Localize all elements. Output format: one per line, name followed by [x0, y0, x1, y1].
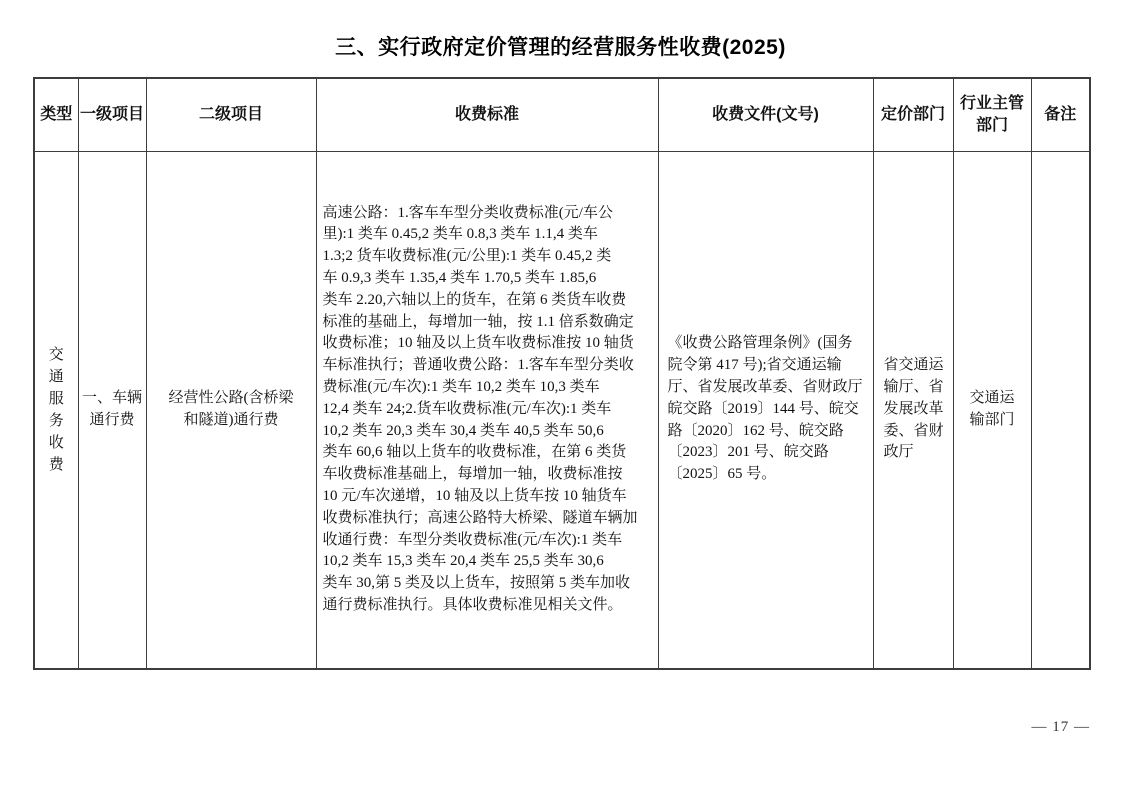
header-level1-item: 一级项目 [78, 78, 146, 151]
cell-industry-department: 交通运 输部门 [953, 151, 1031, 669]
fees-table [33, 77, 1091, 670]
header-fee-standard: 收费标准 [316, 78, 658, 151]
cell-fee-documents: 《收费公路管理条例》(国务 院令第 417 号);省交通运输 厅、省发展改革委、省财政厅 皖交路〔2019〕144 号、皖交 路〔2020〕162 号、皖交路 〔2023〕201 号、皖交路 〔2025〕65 号。 [658, 151, 873, 669]
header-industry-department: 行业主管 部门 [953, 78, 1031, 151]
header-type: 类型 [34, 78, 78, 151]
cell-level2-item: 经营性公路(含桥梁 和隧道)通行费 [146, 151, 316, 669]
header-fee-documents: 收费文件(文号) [658, 78, 873, 151]
table-header-row [34, 78, 1090, 151]
cell-type [34, 151, 78, 669]
cell-remark [1031, 151, 1090, 669]
header-remark: 备注 [1031, 78, 1090, 151]
cell-level1-item: 一、车辆 通行费 [78, 151, 146, 669]
header-pricing-department: 定价部门 [873, 78, 953, 151]
header-level2-item: 二级项目 [146, 78, 316, 151]
page-title: 三、实行政府定价管理的经营服务性收费(2025) [335, 36, 786, 59]
page-number: — 17 — [1031, 719, 1090, 735]
type-vertical-text: 交通服务收费 [48, 346, 64, 473]
cell-pricing-department: 省交通运 输厅、省 发展改革 委、省财 政厅 [873, 151, 953, 669]
cell-fee-standard: 高速公路：1.客车车型分类收费标准(元/车公 里):1 类车 0.45,2 类车 0.8,3 类车 1.1,4 类车 1.3;2 货车收费标准(元/公里):1 类车 0.45,2 类 车 0.9,3 类车 1.35,4 类车 1.70,5 类车 1.85,6 类车 2.20,六轴以上的货车，在第 6 类货车收费 标准的基础上，每增加一轴，按 1.1 倍系数确定 收费标准；10 轴及以上货车收费标准按 10 轴货 车标准执行；普通收费公路：1.客车车型分类收 费标准(元/车次):1 类车 10,2 类车 10,3 类车 12,4 类车 24;2.货车收费标准(元/车次):1 类车 10,2 类车 20,3 类车 30,4 类车 40,5 类车 50,6 类车 60,6 轴以上货车的收费标准，在第 6 类货 车收费标准基础上，每增加一轴，收费标准按 10 元/车次递增，10 轴及以上货车按 10 轴货车 收费标准执行；高速公路特大桥梁、隧道车辆加 收通行费：车型分类收费标准(元/车次):1 类车 10,2 类车 15,3 类车 20,4 类车 25,5 类车 30,6 类车 30,第 5 类及以上货车，按照第 5 类车加收 通行费标准执行。具体收费标准见相关文件。 [316, 151, 658, 669]
table-row [34, 151, 1090, 669]
